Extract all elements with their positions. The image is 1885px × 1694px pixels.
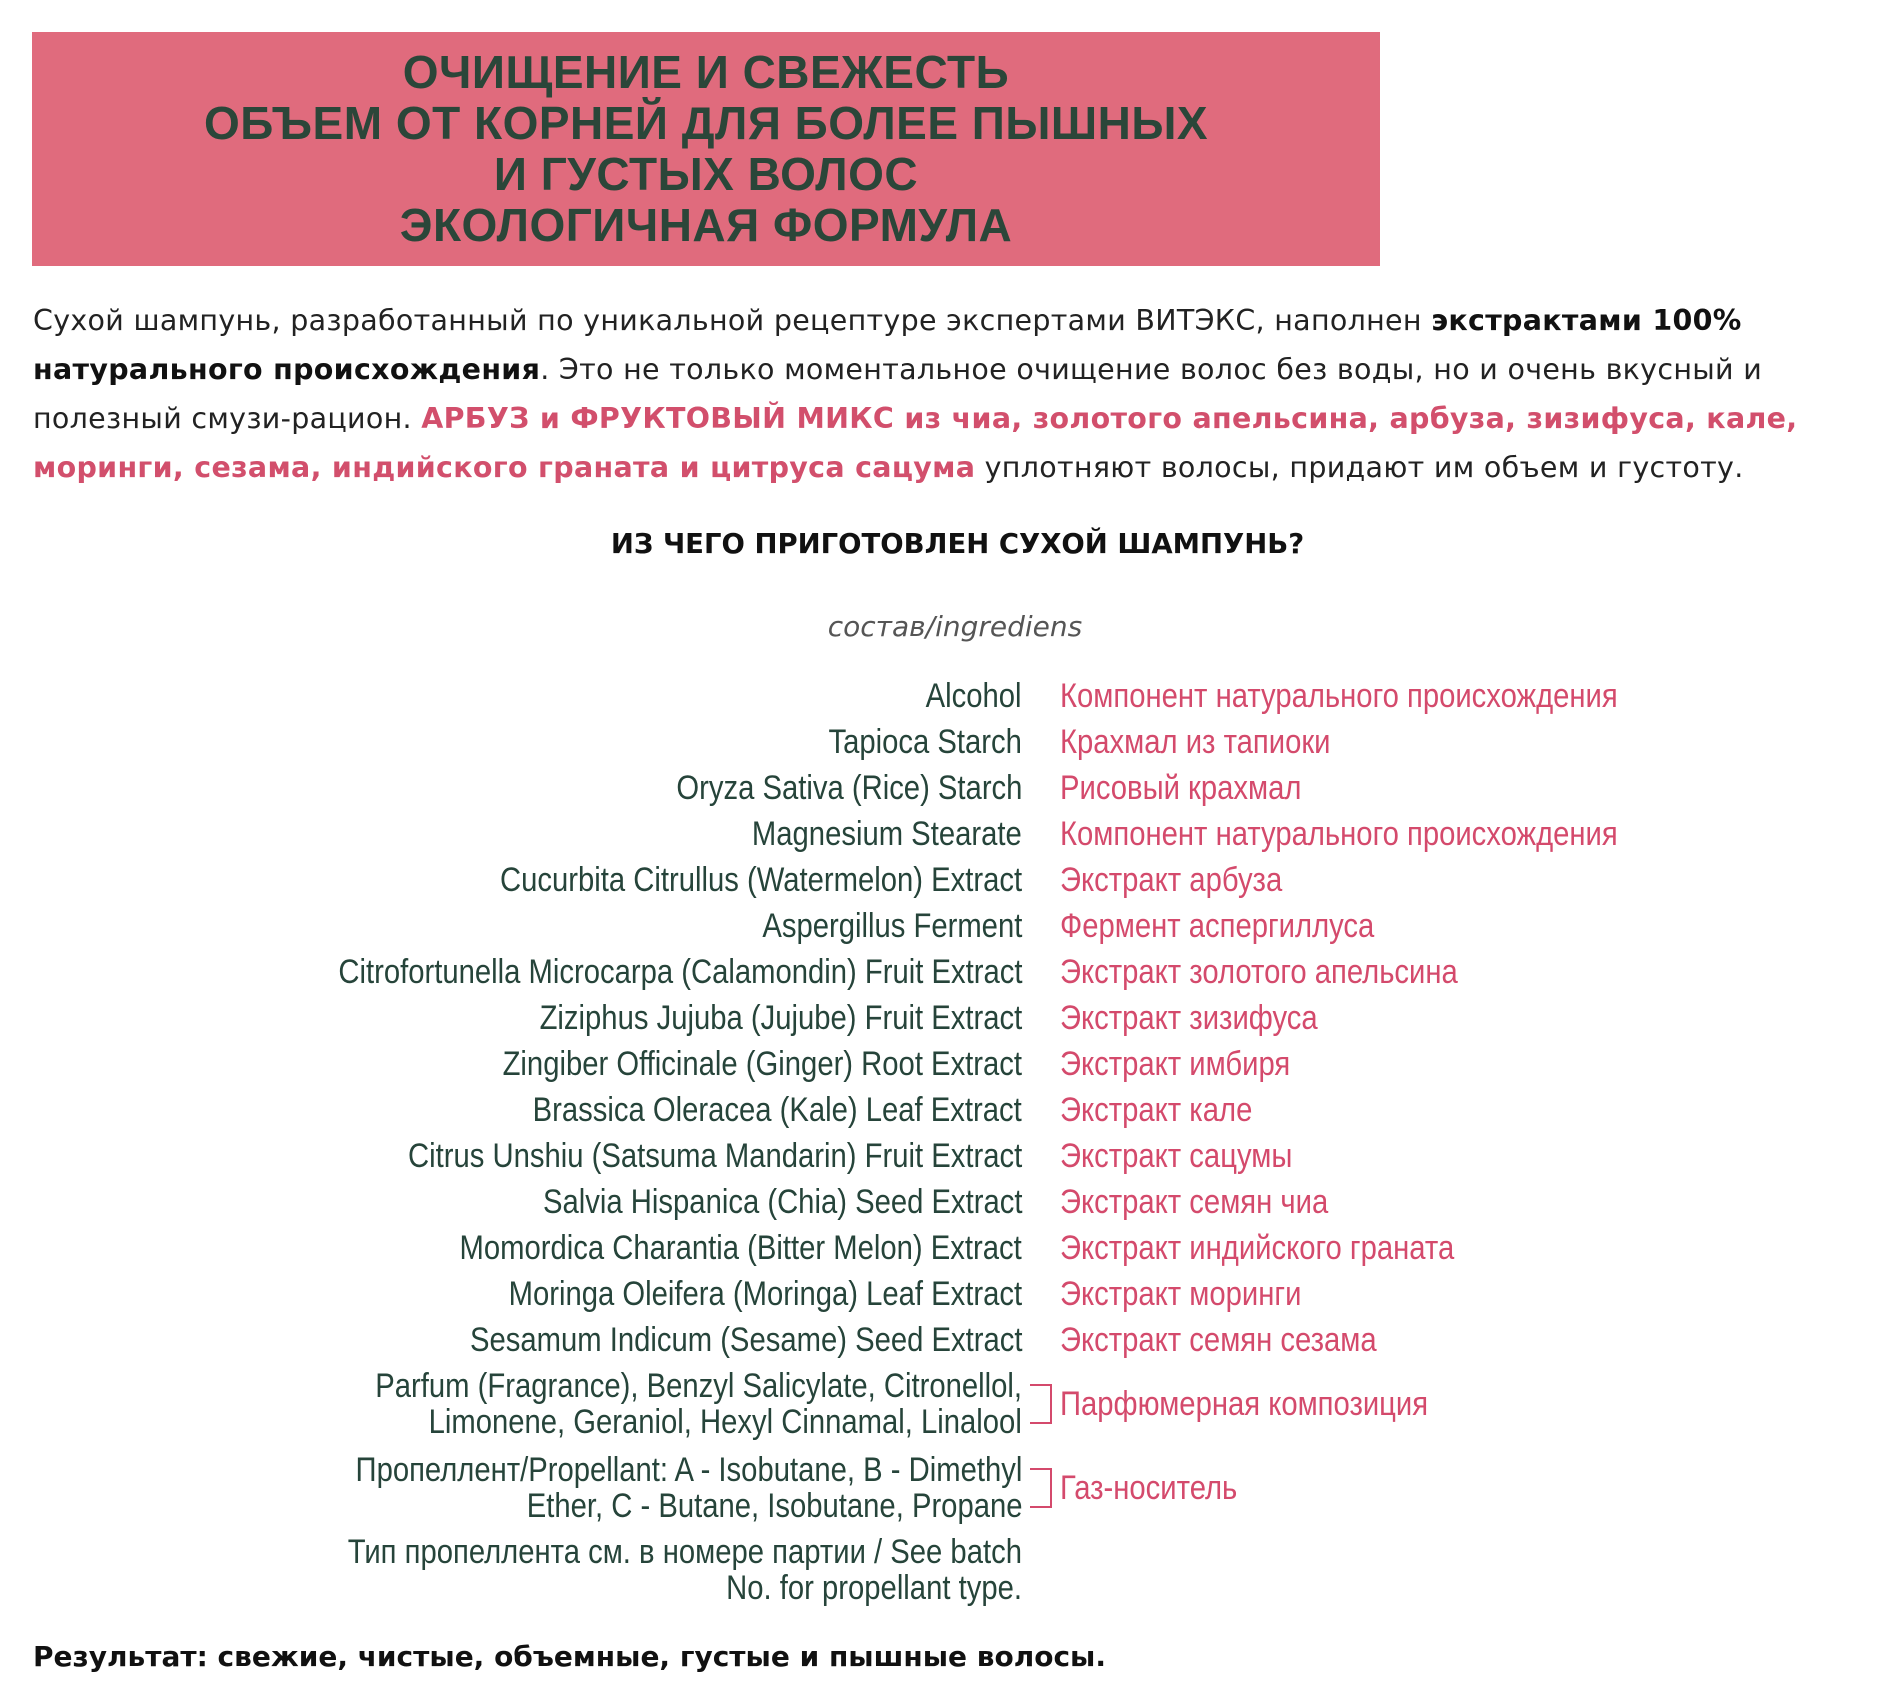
ingredient-ru: Крахмал из тапиоки	[1060, 723, 1331, 761]
ingredient-inci: Sesamum Indicum (Sesame) Seed Extract	[469, 1321, 1022, 1359]
ingredient-ru: Компонент натурального происхождения	[1060, 815, 1618, 853]
banner-line-thick-hair: И ГУСТЫХ ВОЛОС	[493, 148, 919, 200]
bracket-icon	[1030, 1384, 1052, 1424]
ingredient-ru: Экстракт моринги	[1060, 1275, 1302, 1313]
ingredient-inci: Salvia Hispanica (Chia) Seed Extract	[542, 1183, 1022, 1221]
ingredient-inci: Zingiber Officinale (Ginger) Root Extract	[502, 1045, 1022, 1083]
ingredient-ru: Парфюмерная композиция	[1060, 1385, 1429, 1423]
ingredient-inci-line: Пропеллент/Propellant: A - Isobutane, B - Dimethyl	[355, 1451, 1022, 1489]
ingredient-inci-line: Parfum (Fragrance), Benzyl Salicylate, Citronellol,	[375, 1367, 1022, 1405]
ingredient-ru: Фермент аспергиллуса	[1060, 907, 1375, 945]
ingredient-inci: Alcohol	[926, 677, 1022, 715]
description-text-1: Сухой шампунь, разработанный по уникальной рецептуре экспертами ВИТЭКС, наполнен	[33, 304, 1432, 337]
result-text: Результат: свежие, чистые, объемные, густые и пышные волосы.	[33, 1640, 1107, 1673]
ingredient-inci: Tapioca Starch	[828, 723, 1022, 761]
ingredient-ru: Экстракт золотого апельсина	[1060, 953, 1458, 991]
banner-line-eco-formula: ЭКОЛОГИЧНАЯ ФОРМУЛА	[399, 199, 1013, 251]
propellant-note-line: No. for propellant type.	[726, 1569, 1022, 1607]
ingredient-inci: Momordica Charantia (Bitter Melon) Extract	[459, 1229, 1022, 1267]
ingredient-ru: Экстракт семян чиа	[1060, 1183, 1329, 1221]
description-text-2: . Это не только моментальное очищение волос без воды, но и очень вкусный и полезный смузи-рацион.	[33, 353, 1763, 435]
ingredient-inci: Citrus Unshiu (Satsuma Mandarin) Fruit Extract	[407, 1137, 1022, 1175]
ingredient-inci: Moringa Oleifera (Moringa) Leaf Extract	[508, 1275, 1022, 1313]
ingredient-inci: Ziziphus Jujuba (Jujube) Fruit Extract	[539, 999, 1022, 1037]
ingredient-inci: Citrofortunella Microcarpa (Calamondin) Fruit Extract	[337, 953, 1022, 991]
ingredient-ru: Рисовый крахмал	[1060, 769, 1302, 807]
ingredient-ru: Газ-носитель	[1060, 1469, 1238, 1507]
ingredient-inci: Cucurbita Citrullus (Watermelon) Extract	[499, 861, 1022, 899]
ingredient-inci-line: Ether, C - Butane, Isobutane, Propane	[526, 1487, 1022, 1525]
ingredient-ru: Экстракт имбиря	[1060, 1045, 1291, 1083]
description-text-3: уплотняют волосы, придают им объем и густоту.	[975, 451, 1744, 484]
ingredient-ru: Экстракт арбуза	[1060, 861, 1283, 899]
propellant-note-line: Тип пропеллента см. в номере партии / See batch	[347, 1533, 1022, 1571]
banner-line-cleansing: ОЧИЩЕНИЕ И СВЕЖЕСТЬ	[402, 46, 1010, 98]
banner-line-volume: ОБЪЕМ ОТ КОРНЕЙ ДЛЯ БОЛЕЕ ПЫШНЫХ	[203, 97, 1209, 149]
ingredient-inci: Brassica Oleracea (Kale) Leaf Extract	[532, 1091, 1022, 1129]
ingredient-ru: Экстракт индийского граната	[1060, 1229, 1455, 1267]
ingredients-subtitle: состав/ingrediens	[827, 610, 1083, 643]
description-bold-extracts: экстрактами 100% натурального происхождения	[33, 304, 1742, 386]
ingredient-ru: Экстракт сацумы	[1060, 1137, 1293, 1175]
ingredient-ru: Компонент натурального происхождения	[1060, 677, 1618, 715]
ingredient-inci: Aspergillus Ferment	[761, 907, 1022, 945]
ingredient-ru: Экстракт зизифуса	[1060, 999, 1318, 1037]
description-highlight-ingredients: АРБУЗ и ФРУКТОВЫЙ МИКС из чиа, золотого апельсина, арбуза, зизифуса, кале, моринги, сезама, индийского граната и цитруса сацума	[33, 402, 1798, 484]
ingredient-inci: Oryza Sativa (Rice) Starch	[675, 769, 1022, 807]
ingredient-ru: Экстракт семян сезама	[1060, 1321, 1377, 1359]
ingredient-ru: Экстракт кале	[1060, 1091, 1253, 1129]
ingredients-heading: ИЗ ЧЕГО ПРИГОТОВЛЕН СУХОЙ ШАМПУНЬ?	[610, 528, 1305, 560]
bracket-icon	[1030, 1468, 1052, 1508]
ingredient-inci-line: Limonene, Geraniol, Hexyl Cinnamal, Linalool	[428, 1403, 1022, 1441]
ingredient-inci: Magnesium Stearate	[752, 815, 1022, 853]
